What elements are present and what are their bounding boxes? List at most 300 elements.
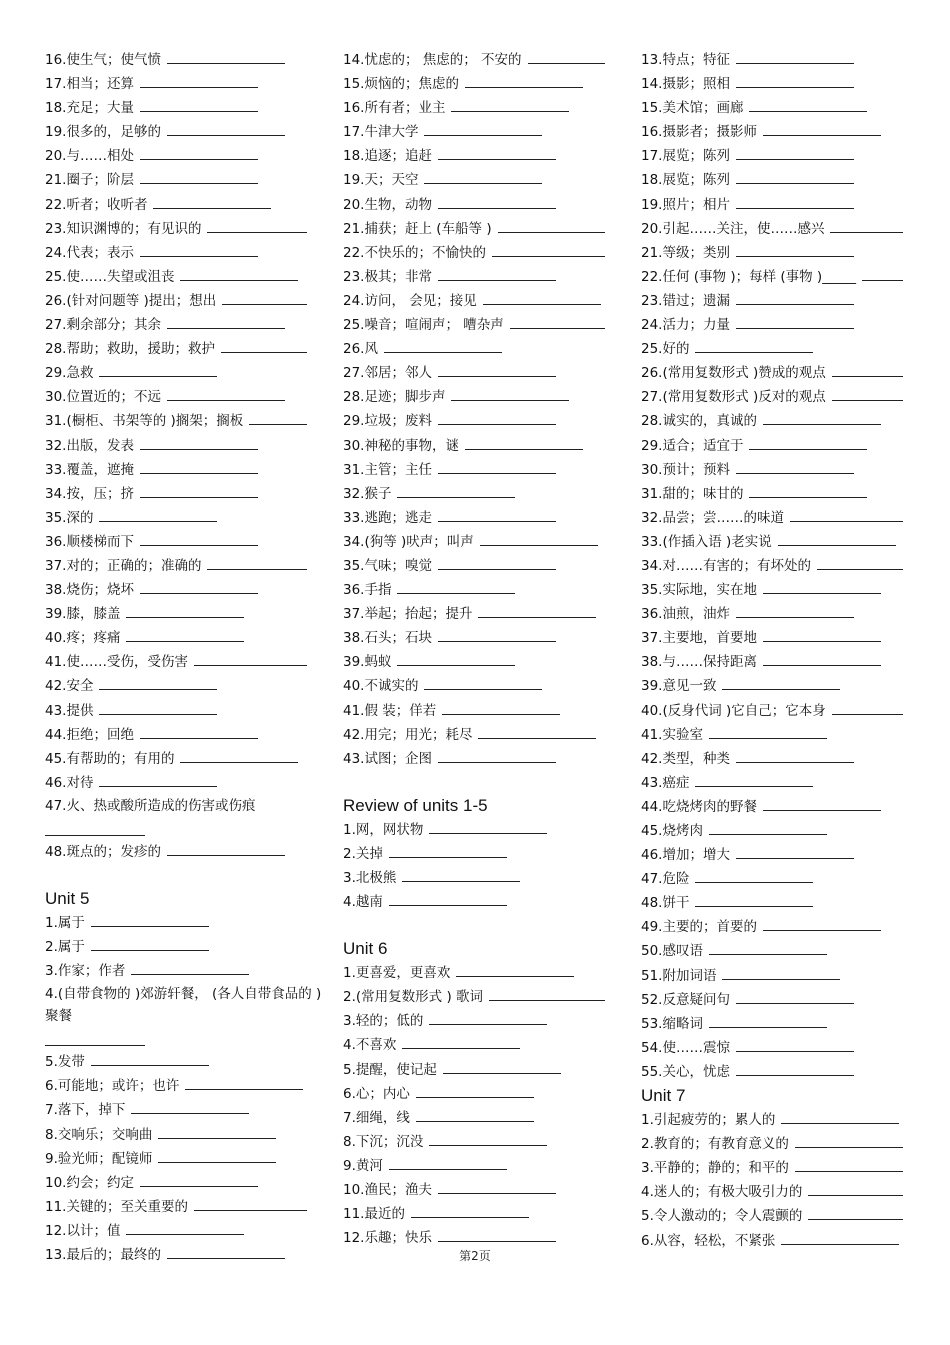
- vocab-prompt: 44.拒绝；回绝: [45, 726, 134, 743]
- vocab-prompt: 38.石头；石块: [343, 630, 432, 647]
- answer-blank[interactable]: [763, 579, 881, 594]
- vocab-prompt: 5.提醒，使记起: [343, 1061, 437, 1078]
- answer-blank[interactable]: [709, 724, 827, 739]
- answer-blank[interactable]: [167, 314, 285, 329]
- vocab-prompt: 8.下沉；沉没: [343, 1133, 424, 1150]
- answer-blank[interactable]: [158, 1148, 276, 1163]
- vocab-prompt: 36.顺楼梯而下: [45, 533, 134, 550]
- answer-blank[interactable]: [817, 555, 903, 570]
- answer-blank[interactable]: [429, 1010, 547, 1025]
- answer-blank[interactable]: [397, 483, 515, 498]
- column-3: [641, 48, 921, 1253]
- vocab-prompt: 24.访问， 会见；接见: [343, 292, 477, 309]
- vocab-item: [641, 554, 921, 578]
- vocab-item: [343, 48, 623, 72]
- answer-blank[interactable]: [830, 218, 903, 233]
- answer-blank[interactable]: [99, 700, 217, 715]
- vocab-prompt: 46.对待: [45, 774, 94, 791]
- answer-blank[interactable]: [736, 1037, 854, 1052]
- vocab-item: [343, 554, 623, 578]
- vocab-prompt: 50.感叹语: [641, 943, 703, 960]
- vocab-item: [343, 747, 623, 771]
- vocab-item: [641, 120, 921, 144]
- vocab-prompt: 18.展览；陈列: [641, 172, 730, 189]
- vocab-prompt: 6.从容，轻松，不紧张: [641, 1232, 776, 1249]
- answer-blank[interactable]: [749, 97, 867, 112]
- answer-blank[interactable]: [451, 386, 569, 401]
- answer-blank[interactable]: [695, 338, 813, 353]
- vocab-prompt: 9.验光师；配镜师: [45, 1150, 153, 1167]
- vocab-prompt: 22.听者；收听者: [45, 196, 148, 213]
- vocab-item: [45, 554, 325, 578]
- vocab-prompt: 34.(狗等 )吠声；叫声: [343, 533, 474, 550]
- vocab-prompt: 20.引起……关注，使……感兴: [641, 220, 825, 237]
- answer-blank[interactable]: [443, 1059, 561, 1074]
- answer-blank[interactable]: [736, 73, 854, 88]
- answer-blank[interactable]: [808, 1181, 903, 1196]
- answer-blank[interactable]: [465, 73, 583, 88]
- vocab-prompt: 35.实际地，实在地: [641, 582, 757, 599]
- answer-blank[interactable]: [778, 531, 896, 546]
- answer-blank[interactable]: [736, 989, 854, 1004]
- answer-blank[interactable]: [832, 362, 903, 377]
- vocab-item: [641, 506, 921, 530]
- answer-blank[interactable]: [99, 772, 217, 787]
- vocab-item: [343, 241, 623, 265]
- answer-blank[interactable]: [438, 410, 556, 425]
- answer-blank[interactable]: [91, 936, 209, 951]
- vocab-prompt: 38.烧伤；烧坏: [45, 582, 134, 599]
- vocab-item: [641, 361, 921, 385]
- vocab-item: [45, 530, 325, 554]
- answer-blank[interactable]: [736, 194, 854, 209]
- vocab-item: [45, 1147, 325, 1171]
- vocab-prompt: 3.轻的；低的: [343, 1013, 424, 1030]
- vocab-item: [343, 1202, 623, 1226]
- vocab-prompt: 39.蚂蚁: [343, 654, 392, 671]
- answer-blank[interactable]: [424, 169, 542, 184]
- answer-blank[interactable]: [781, 1109, 899, 1124]
- answer-blank[interactable]: [862, 266, 903, 281]
- answer-blank[interactable]: [695, 772, 813, 787]
- answer-blank[interactable]: [126, 627, 244, 642]
- answer-blank[interactable]: [483, 290, 601, 305]
- vocab-prompt: 27.剩余部分；其余: [45, 317, 161, 334]
- answer-blank[interactable]: [489, 986, 605, 1001]
- vocab-item: [343, 193, 623, 217]
- answer-blank[interactable]: [438, 459, 556, 474]
- vocab-prompt: 21.等级；类别: [641, 244, 730, 261]
- vocab-prompt: 40.疼；疼痛: [45, 630, 121, 647]
- answer-blank[interactable]: [126, 1220, 244, 1235]
- vocab-prompt: 32.出版，发表: [45, 437, 134, 454]
- answer-blank[interactable]: [429, 1131, 547, 1146]
- answer-blank[interactable]: [389, 891, 507, 906]
- vocab-prompt: 30.预计；预料: [641, 461, 730, 478]
- answer-blank[interactable]: [131, 1099, 249, 1114]
- vocab-prompt: 55.关心，忧虑: [641, 1063, 730, 1080]
- page-number: 第2页: [459, 1249, 491, 1263]
- vocab-prompt: 16.所有者；业主: [343, 100, 446, 117]
- answer-blank[interactable]: [167, 49, 285, 64]
- vocab-item: [641, 530, 921, 554]
- vocab-prompt: 26.(针对问题等 )提出；想出: [45, 292, 217, 309]
- vocab-item: [45, 217, 325, 241]
- vocab-prompt: 37.主要地，首要地: [641, 630, 757, 647]
- vocab-prompt: 5.令人激动的；令人震颤的: [641, 1208, 803, 1225]
- answer-blank[interactable]: [140, 169, 258, 184]
- vocab-prompt: 2.关掉: [343, 845, 383, 862]
- vocab-prompt: 28.足迹；脚步声: [343, 389, 446, 406]
- answer-blank[interactable]: [438, 507, 556, 522]
- vocab-prompt: 33.逃跑；逃走: [343, 509, 432, 526]
- vocab-item: [45, 747, 325, 771]
- answer-blank[interactable]: [749, 483, 867, 498]
- answer-blank[interactable]: [736, 169, 854, 184]
- answer-blank[interactable]: [510, 314, 605, 329]
- vocab-prompt: 1.属于: [45, 915, 85, 931]
- vocab-item: [45, 48, 325, 72]
- vocab-item: [343, 96, 623, 120]
- vocab-item: [45, 840, 325, 864]
- answer-blank[interactable]: [45, 1031, 145, 1046]
- answer-blank[interactable]: [695, 868, 813, 883]
- vocab-item: [641, 723, 921, 747]
- answer-blank[interactable]: [736, 49, 854, 64]
- answer-blank[interactable]: [736, 844, 854, 859]
- answer-blank[interactable]: [384, 338, 502, 353]
- vocab-item: [343, 842, 623, 866]
- answer-blank[interactable]: [140, 435, 258, 450]
- vocab-item: [343, 866, 623, 890]
- answer-blank[interactable]: [722, 675, 840, 690]
- vocab-prompt: 11.最近的: [343, 1206, 405, 1223]
- answer-blank[interactable]: [140, 1172, 258, 1187]
- vocab-prompt: 19.很多的，足够的: [45, 124, 161, 141]
- vocab-item: [343, 1106, 623, 1130]
- vocab-item: [641, 144, 921, 168]
- vocab-prompt: 33.(作插入语 )老实说: [641, 533, 772, 550]
- section-heading: Unit 7: [641, 1086, 686, 1106]
- answer-blank[interactable]: [140, 579, 258, 594]
- answer-blank[interactable]: [763, 651, 881, 666]
- answer-blank[interactable]: [492, 242, 605, 257]
- answer-blank[interactable]: [207, 218, 307, 233]
- vocab-prompt: 45.有帮助的；有用的: [45, 750, 175, 767]
- vocab-item: [343, 1009, 623, 1033]
- vocab-item: [45, 168, 325, 192]
- answer-blank[interactable]: [709, 1013, 827, 1028]
- answer-blank[interactable]: [194, 651, 307, 666]
- answer-blank[interactable]: [722, 965, 840, 980]
- answer-blank[interactable]: [438, 362, 556, 377]
- vocab-item: [45, 193, 325, 217]
- answer-blank[interactable]: [736, 748, 854, 763]
- answer-blank[interactable]: [411, 1203, 529, 1218]
- answer-blank[interactable]: [480, 531, 598, 546]
- answer-blank[interactable]: [185, 1075, 303, 1090]
- vocab-prompt: 37.对的；正确的；准确的: [45, 557, 202, 574]
- vocab-prompt: 14.摄影；照相: [641, 76, 730, 93]
- vocab-item: [45, 723, 325, 747]
- answer-blank[interactable]: [140, 483, 258, 498]
- answer-blank[interactable]: [140, 531, 258, 546]
- vocab-item: [343, 1058, 623, 1082]
- vocab-item: [45, 935, 325, 959]
- vocab-item: [343, 458, 623, 482]
- vocab-item: [343, 985, 623, 1009]
- vocab-prompt: 7.落下，掉下: [45, 1102, 126, 1119]
- section-heading: Review of units 1-5: [343, 795, 488, 815]
- answer-blank[interactable]: [763, 627, 881, 642]
- vocab-prompt: 15.烦恼的；焦虑的: [343, 76, 459, 93]
- vocab-item: [343, 409, 623, 433]
- vocab-item: [641, 1180, 921, 1204]
- vocab-prompt: 30.神秘的事物，谜: [343, 437, 459, 454]
- answer-blank[interactable]: [736, 314, 854, 329]
- answer-blank[interactable]: [180, 748, 298, 763]
- vocab-item: [45, 699, 325, 723]
- vocab-item: [641, 385, 921, 409]
- vocab-prompt: 2.属于: [45, 939, 85, 956]
- vocab-item: [343, 506, 623, 530]
- vocab-item: [45, 361, 325, 385]
- vocab-item: [641, 313, 921, 337]
- vocab-item: [641, 1012, 921, 1036]
- vocab-prompt: 21.圈子；阶层: [45, 172, 134, 189]
- answer-blank[interactable]: [140, 724, 258, 739]
- answer-blank[interactable]: [131, 960, 249, 975]
- vocab-item: [641, 1132, 921, 1156]
- answer-blank[interactable]: [167, 841, 285, 856]
- vocab-prompt: 17.牛津大学: [343, 124, 419, 141]
- vocab-prompt: 44.吃烧烤肉的野餐: [641, 798, 757, 815]
- vocab-prompt: 30.位置近的；不远: [45, 389, 161, 406]
- answer-blank[interactable]: [795, 1133, 903, 1148]
- answer-blank[interactable]: [763, 916, 881, 931]
- vocab-prompt: 41.实验室: [641, 726, 703, 743]
- answer-blank[interactable]: [763, 410, 881, 425]
- answer-blank[interactable]: [790, 507, 903, 522]
- answer-blank[interactable]: [424, 121, 542, 136]
- answer-blank[interactable]: [140, 459, 258, 474]
- answer-blank[interactable]: [99, 362, 217, 377]
- answer-blank[interactable]: [763, 121, 881, 136]
- vocab-item: [45, 1171, 325, 1195]
- answer-blank[interactable]: [832, 386, 903, 401]
- section-heading: Unit 5: [45, 889, 90, 908]
- vocab-prompt: 13.最后的；最终的: [45, 1247, 161, 1264]
- vocab-prompt: 45.烧烤肉: [641, 823, 703, 839]
- answer-blank[interactable]: [438, 145, 556, 160]
- answer-blank[interactable]: [402, 867, 520, 882]
- vocab-item: [641, 1156, 921, 1180]
- vocab-item: [343, 337, 623, 361]
- answer-blank[interactable]: [736, 603, 854, 618]
- answer-blank[interactable]: [45, 821, 145, 836]
- answer-blank[interactable]: [478, 724, 596, 739]
- vocab-prompt: 24.代表；表示: [45, 244, 134, 261]
- vocab-item: [641, 891, 921, 915]
- vocab-item: [45, 241, 325, 265]
- vocab-item: [343, 602, 623, 626]
- vocab-prompt: 31.(橱柜、书架等的 )搁架；搁板: [45, 413, 244, 430]
- answer-blank[interactable]: [528, 49, 605, 64]
- vocab-item: [45, 458, 325, 482]
- answer-blank[interactable]: [442, 700, 560, 715]
- vocab-prompt: 23.错过；遗漏: [641, 292, 730, 309]
- answer-blank[interactable]: [140, 242, 258, 257]
- vocab-prompt: 1.引起疲劳的；累人的: [641, 1112, 776, 1129]
- vocab-prompt: 43.提供: [45, 702, 94, 719]
- vocab-item: [343, 168, 623, 192]
- vocab-item: [641, 193, 921, 217]
- vocab-prompt: 51.附加词语: [641, 967, 717, 984]
- answer-blank[interactable]: [389, 1155, 507, 1170]
- vocab-prompt: 37.举起；抬起；提升: [343, 606, 473, 623]
- answer-blank[interactable]: [397, 651, 515, 666]
- vocab-prompt: 31.主管；主任: [343, 461, 432, 478]
- vocab-prompt: 29.垃圾；废料: [343, 413, 432, 430]
- answer-blank[interactable]: [736, 1061, 854, 1076]
- answer-blank[interactable]: [709, 820, 827, 835]
- vocab-item: [45, 409, 325, 433]
- answer-blank[interactable]: [451, 97, 569, 112]
- vocab-item: [45, 434, 325, 458]
- answer-blank[interactable]: [438, 748, 556, 763]
- vocab-item: [45, 578, 325, 602]
- vocab-prompt: 8.交响乐；交响曲: [45, 1126, 153, 1143]
- answer-blank[interactable]: [140, 73, 258, 88]
- answer-blank[interactable]: [180, 266, 298, 281]
- vocab-item: [45, 506, 325, 530]
- answer-blank[interactable]: [478, 603, 596, 618]
- vocab-item: [641, 409, 921, 433]
- vocab-item: [45, 1050, 325, 1074]
- vocab-item: [45, 1195, 325, 1219]
- vocab-item: [45, 120, 325, 144]
- vocab-item: [45, 72, 325, 96]
- answer-blank[interactable]: [207, 555, 307, 570]
- vocab-prompt: 19.天；天空: [343, 172, 419, 189]
- vocab-item: [641, 482, 921, 506]
- vocab-prompt: 6.可能地；或许；也许: [45, 1078, 180, 1095]
- vocab-prompt: 22.任何 (事物 )；每样 (事物 )_____: [641, 268, 856, 285]
- answer-blank[interactable]: [749, 435, 867, 450]
- vocab-prompt: 27.邻居；邻人: [343, 365, 432, 382]
- vocab-prompt: 20.生物，动物: [343, 196, 432, 213]
- vocab-item: [45, 602, 325, 626]
- vocab-item: [343, 72, 623, 96]
- answer-blank[interactable]: [795, 1157, 903, 1172]
- answer-blank[interactable]: [438, 627, 556, 642]
- vocab-item: [641, 265, 921, 289]
- vocab-item: [343, 699, 623, 723]
- vocab-item: [45, 674, 325, 698]
- vocab-prompt: 10.约会；约定: [45, 1174, 134, 1191]
- answer-blank[interactable]: [832, 700, 903, 715]
- answer-blank[interactable]: [389, 843, 507, 858]
- vocab-item: [641, 843, 921, 867]
- vocab-item: [45, 1098, 325, 1122]
- answer-blank[interactable]: [221, 338, 307, 353]
- vocab-item: [45, 650, 325, 674]
- answer-blank[interactable]: [402, 1034, 520, 1049]
- vocab-item: [641, 939, 921, 963]
- answer-blank[interactable]: [167, 121, 285, 136]
- answer-blank[interactable]: [416, 1107, 534, 1122]
- answer-blank[interactable]: [808, 1205, 903, 1220]
- vocab-item: [343, 434, 623, 458]
- answer-blank[interactable]: [736, 242, 854, 257]
- answer-blank[interactable]: [140, 145, 258, 160]
- vocab-prompt: 6.心；内心: [343, 1085, 410, 1102]
- answer-blank[interactable]: [498, 218, 605, 233]
- answer-blank[interactable]: [438, 1227, 556, 1242]
- answer-blank[interactable]: [781, 1230, 899, 1245]
- answer-blank[interactable]: [158, 1124, 276, 1139]
- vocab-item: [45, 911, 325, 935]
- answer-blank[interactable]: [126, 603, 244, 618]
- vocab-item: [343, 1082, 623, 1106]
- vocab-item: [641, 1036, 921, 1060]
- vocab-prompt: 27.(常用复数形式 )反对的观点: [641, 389, 826, 406]
- answer-blank[interactable]: [736, 459, 854, 474]
- answer-blank[interactable]: [416, 1083, 534, 1098]
- vocab-item: [343, 361, 623, 385]
- vocab-item: [343, 890, 623, 914]
- vocab-item: [343, 818, 623, 842]
- vocab-prompt: 32.猴子: [343, 485, 392, 502]
- answer-blank[interactable]: [438, 266, 556, 281]
- answer-blank[interactable]: [99, 507, 217, 522]
- answer-blank[interactable]: [456, 962, 574, 977]
- answer-blank[interactable]: [194, 1196, 307, 1211]
- vocab-prompt: 4.不喜欢: [343, 1037, 397, 1054]
- answer-blank[interactable]: [249, 410, 307, 425]
- answer-blank[interactable]: [465, 435, 583, 450]
- answer-blank[interactable]: [397, 579, 515, 594]
- answer-blank[interactable]: [167, 386, 285, 401]
- vocab-prompt: 36.手指: [343, 582, 392, 599]
- answer-blank[interactable]: [222, 290, 307, 305]
- vocab-prompt: 24.活力；力量: [641, 317, 730, 334]
- vocab-prompt: 12.乐趣；快乐: [343, 1230, 432, 1247]
- vocab-item: [343, 650, 623, 674]
- answer-blank[interactable]: [424, 675, 542, 690]
- answer-blank[interactable]: [91, 1051, 209, 1066]
- answer-blank[interactable]: [99, 675, 217, 690]
- answer-blank[interactable]: [438, 555, 556, 570]
- vocab-item: [343, 674, 623, 698]
- vocab-item: [641, 217, 921, 241]
- answer-blank[interactable]: [429, 819, 547, 834]
- answer-blank[interactable]: [91, 912, 209, 927]
- answer-blank[interactable]: [140, 97, 258, 112]
- answer-blank[interactable]: [709, 940, 827, 955]
- answer-blank[interactable]: [438, 194, 556, 209]
- vocab-prompt: 48.斑点的；发疹的: [45, 843, 161, 860]
- vocab-item: [45, 1074, 325, 1098]
- answer-blank[interactable]: [736, 145, 854, 160]
- vocab-item: [343, 578, 623, 602]
- vocab-item: [45, 265, 325, 289]
- answer-blank[interactable]: [736, 290, 854, 305]
- answer-blank[interactable]: [695, 892, 813, 907]
- answer-blank[interactable]: [438, 1179, 556, 1194]
- answer-blank[interactable]: [153, 194, 271, 209]
- answer-blank[interactable]: [763, 796, 881, 811]
